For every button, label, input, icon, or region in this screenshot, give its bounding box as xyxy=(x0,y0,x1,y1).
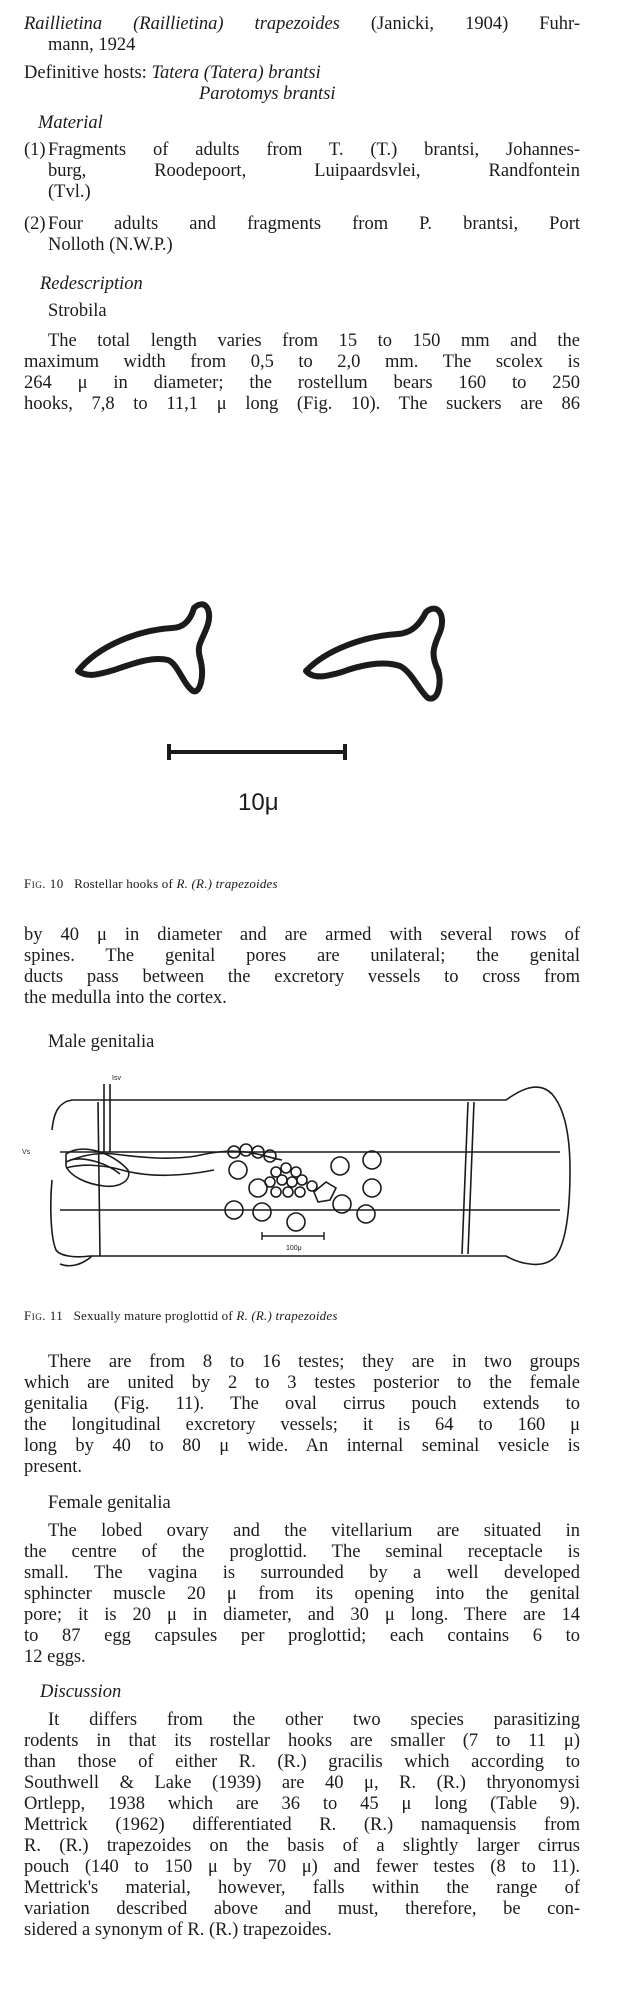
scale-bar-100 xyxy=(262,1232,324,1240)
testes xyxy=(225,1151,381,1231)
figure-10-drawing xyxy=(0,560,623,860)
material-item-2-line-2: Nolloth (N.W.P.) xyxy=(48,235,173,255)
continued-line-1: by 40 μ in diameter and are armed with several rows of xyxy=(24,925,580,945)
rostellar-hook-right xyxy=(306,609,442,699)
testes-line-4: the longitudinal excretory vessels; it is 64 to 160 μ xyxy=(24,1415,580,1435)
male-genitalia-heading: Male genitalia xyxy=(48,1032,155,1052)
hosts-label: Definitive hosts: xyxy=(24,63,147,83)
strobila-subheading: Strobila xyxy=(48,301,107,321)
material-item-1-line-3: (Tvl.) xyxy=(48,182,91,202)
female-line-6: to 87 egg capsules per proglottid; each contains 6 to xyxy=(24,1626,580,1646)
discussion-line-1: It differs from the other two species parasitizing xyxy=(48,1710,580,1730)
discussion-line-11: sidered a synonym of R. (R.) trapezoides. xyxy=(24,1920,332,1940)
figure-10-caption: Fig. 10 Rostellar hooks of R. (R.) trapezoides xyxy=(24,876,278,891)
scale-label-100: 100μ xyxy=(286,1245,302,1252)
female-line-4: sphincter muscle 20 μ from its opening into the genital xyxy=(24,1584,580,1604)
scale-bar-10 xyxy=(168,744,346,760)
discussion-line-7: R. (R.) trapezoides on the basis of a slightly larger cirrus xyxy=(24,1836,580,1856)
female-line-3: small. The vagina is surrounded by a well developed xyxy=(24,1563,580,1583)
testes-line-2: which are united by 2 to 3 testes posterior to the female xyxy=(24,1373,580,1393)
species-authority-cont: mann, 1924 xyxy=(48,35,136,55)
discussion-line-8: pouch (140 to 150 μ by 70 μ) and fewer testes (8 to 11). xyxy=(24,1857,580,1877)
figure-11-caption: Fig. 11 Sexually mature proglottid of R. (R.) trapezoides xyxy=(24,1308,338,1323)
discussion-line-6: Mettrick (1962) differentiated R. (R.) namaquensis from xyxy=(24,1815,580,1835)
material-item-1-line-1: (1) Fragments of adults from T. (T.) brantsi, Johannes- xyxy=(24,140,580,160)
continued-line-4: the medulla into the cortex. xyxy=(24,988,227,1008)
discussion-line-5: Ortlepp, 1938 which are 36 to 45 μ long (Table 9). xyxy=(24,1794,580,1814)
species-name: Raillietina (Raillietina) trapezoides xyxy=(24,14,340,34)
continued-line-2: spines. The genital pores are unilateral; the genital xyxy=(24,946,580,966)
redescription-line-3: 264 μ in diameter; the rostellum bears 160 to 250 xyxy=(24,373,580,393)
female-genitalia-heading: Female genitalia xyxy=(48,1493,171,1513)
redescription-line-2: maximum width from 0,5 to 2,0 mm. The scolex is xyxy=(24,352,580,372)
host-2: Parotomys brantsi xyxy=(199,84,336,104)
hosts-line xyxy=(24,63,580,84)
discussion-line-9: Mettrick's material, however, falls within the range of xyxy=(24,1878,580,1898)
material-item-1-line-2: burg, Roodepoort, Luipaardsvlei, Randfontein xyxy=(48,161,580,181)
testes-line-5: long by 40 to 80 μ wide. An internal seminal vesicle is xyxy=(24,1436,580,1456)
redescription-line-1: The total length varies from 15 to 150 mm and the xyxy=(48,331,580,351)
rostellar-hook-left xyxy=(78,604,209,691)
host-1: Tatera (Tatera) brantsi xyxy=(151,63,321,83)
female-line-1: The lobed ovary and the vitellarium are situated in xyxy=(48,1521,580,1541)
material-heading: Material xyxy=(38,113,103,133)
ovary xyxy=(265,1163,317,1197)
label-isv: Isv xyxy=(112,1075,121,1082)
testes-line-3: genitalia (Fig. 11). The oval cirrus pouch extends to xyxy=(24,1394,580,1414)
testes-line-1: There are from 8 to 16 testes; they are in two groups xyxy=(48,1352,580,1372)
female-line-5: pore; it is 20 μ in diameter, and 30 μ long. There are 14 xyxy=(24,1605,580,1625)
discussion-line-4: Southwell & Lake (1939) are 40 μ, R. (R.) thryonomysi xyxy=(24,1773,580,1793)
redescription-line-4: hooks, 7,8 to 11,1 μ long (Fig. 10). The suckers are 86 xyxy=(24,394,580,414)
species-authority: (Janicki, 1904) Fuhr- xyxy=(370,14,580,34)
species-heading-line-1 xyxy=(24,14,580,35)
scale-label-10: 10μ xyxy=(238,789,279,816)
redescription-heading: Redescription xyxy=(40,274,143,294)
figure-11-drawing xyxy=(0,1060,623,1290)
testes-line-6: present. xyxy=(24,1457,83,1477)
discussion-heading: Discussion xyxy=(40,1682,122,1702)
discussion-line-2: rodents in that its rostellar hooks are smaller (7 to 11 μ) xyxy=(24,1731,580,1751)
discussion-line-3: than those of either R. (R.) gracilis which according to xyxy=(24,1752,580,1772)
material-item-2-line-1: (2) Four adults and fragments from P. brantsi, Port xyxy=(24,214,580,234)
continued-line-3: ducts pass between the excretory vessels to cross from xyxy=(24,967,580,987)
discussion-line-10: variation described above and must, therefore, be con- xyxy=(24,1899,580,1919)
female-line-7: 12 eggs. xyxy=(24,1647,86,1667)
label-vs: Vs xyxy=(22,1149,31,1156)
female-line-2: the centre of the proglottid. The seminal receptacle is xyxy=(24,1542,580,1562)
